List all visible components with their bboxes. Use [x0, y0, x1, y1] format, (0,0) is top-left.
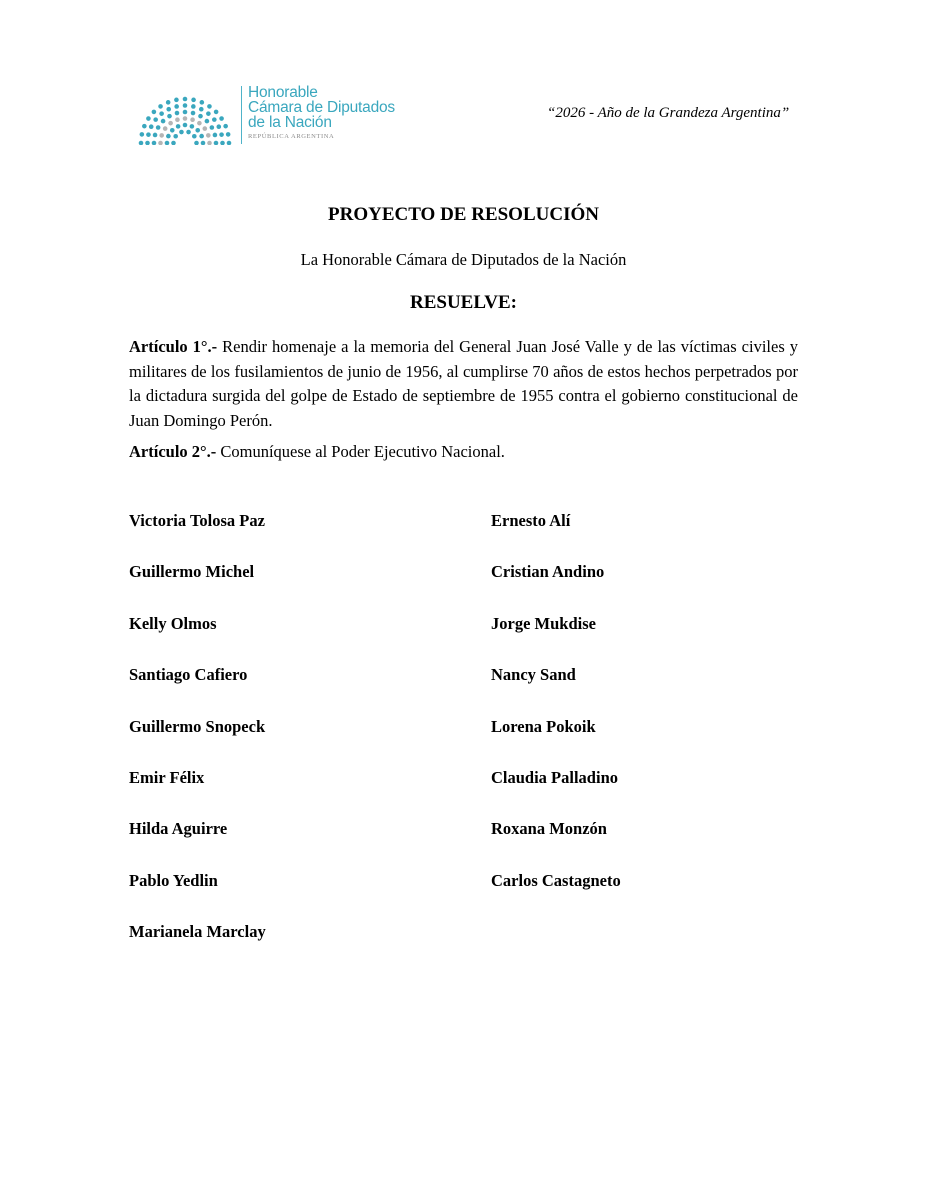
signer-name: Jorge Mukdise [491, 613, 596, 633]
logo-seat-dot [146, 132, 151, 137]
letterhead [0, 0, 927, 170]
signer-name: Santiago Cafiero [129, 665, 248, 685]
year-motto: “2026 - Año de la Grandeza Argentina” [547, 105, 790, 121]
logo-seat-dot [219, 132, 224, 137]
signer-name: Pablo Yedlin [129, 870, 218, 890]
signers-left-column [129, 510, 409, 973]
logo-seat-dot [168, 121, 173, 126]
logo-seat-dot [167, 114, 172, 119]
logo-seat-dot [216, 124, 221, 129]
article-2-text: Comuníquese al Poder Ejecutivo Nacional. [216, 442, 505, 461]
logo-seat-dot [161, 119, 166, 124]
signer-name: Roxana Monzón [491, 819, 607, 839]
logo-seat-dot [219, 116, 224, 121]
logo-seat-dot [194, 141, 199, 145]
signer-name: Ernesto Alí [491, 511, 571, 530]
logo-seat-dot [207, 141, 212, 145]
signer-name: Guillermo Michel [129, 562, 255, 582]
logo-seat-dot [199, 134, 204, 139]
signer-name: Carlos Castagneto [491, 870, 621, 890]
signer-name: Nancy Sand [491, 665, 576, 685]
logo-seat-dot [156, 125, 161, 130]
logo-seat-dot [198, 114, 203, 119]
logo-seat-dot [226, 132, 231, 137]
logo-seat-dot [191, 111, 196, 116]
logo-seat-dot [175, 111, 180, 116]
chamber-name: La Honorable Cámara de Diputados de la Nación [300, 250, 627, 269]
logo-seat-dot [190, 124, 195, 129]
signer-name: Kelly Olmos [129, 613, 217, 633]
article-1-text: Rendir homenaje a la memoria del General Juan José Valle y de las víctimas civiles y militares de los fusilamientos de junio de 1956, al cumplirse 70 años de estos hechos perpetrados por la dictadura surgida del golpe de Estado de septiembre de 1955 contra el gobierno constitucional de Juan Domingo Perón. [129, 337, 798, 430]
logo-seat-dot [201, 141, 206, 145]
logo-seat-dot [190, 117, 195, 122]
signer-name: Hilda Aguirre [129, 819, 228, 839]
logo-divider [241, 86, 242, 144]
article-1 [129, 335, 798, 433]
signer-name: Claudia Palladino [491, 767, 618, 787]
logo-seat-dot [153, 117, 158, 122]
logo-seat-dot [212, 117, 217, 122]
logo-seat-dot [171, 141, 176, 145]
logo-seat-dot [174, 104, 179, 109]
signers-right-column [491, 510, 771, 921]
article-2 [129, 440, 798, 465]
logo-seat-dot [166, 107, 171, 112]
logo-seat-dot [176, 124, 181, 129]
logo-seat-dot [210, 125, 215, 130]
logo-seat-dot [166, 134, 171, 139]
logo-line-1: Honorable [248, 84, 318, 101]
logo-seat-dot [183, 110, 188, 115]
signer-name: Marianela Marclay [129, 922, 266, 942]
logo-seat-dot [159, 111, 164, 116]
logo-seat-dot [214, 141, 219, 145]
logo-seat-dot [145, 141, 150, 145]
logo-seat-dot [170, 128, 175, 133]
logo-subtitle: REPÚBLICA ARGENTINA [248, 133, 335, 140]
logo-seat-dot [183, 116, 188, 121]
signer-name: Emir Félix [129, 767, 205, 787]
logo-seat-dot [152, 141, 157, 145]
logo-seat-dot [183, 103, 188, 108]
article-1-label: Artículo 1°.- [129, 337, 218, 356]
document-title: PROYECTO DE RESOLUCIÓN [328, 204, 599, 225]
signer-name: Lorena Pokoik [491, 716, 596, 736]
logo-seat-dot [191, 98, 196, 103]
logo-seat-dot [191, 104, 196, 109]
logo-seat-dot [206, 111, 211, 116]
logo-line-3: de la Nación [248, 114, 332, 131]
logo-seat-dot [152, 110, 157, 115]
logo-seat-dot [174, 98, 179, 103]
logo-seat-dot [175, 117, 180, 122]
logo-seat-dot [207, 104, 212, 109]
logo-seat-dot [179, 130, 184, 135]
logo-seat-dot [213, 133, 218, 138]
logo-seat-dot [205, 119, 210, 124]
logo-seat-dot [220, 141, 225, 145]
logo-seat-dot [183, 123, 188, 128]
logo-seat-dot [183, 97, 188, 102]
logo-seat-dot [158, 141, 163, 145]
logo-seat-dot [149, 124, 154, 129]
article-2-label: Artículo 2°.- [129, 442, 217, 461]
logo-seat-dot [186, 130, 191, 135]
logo-seat-dot [199, 107, 204, 112]
logo-seat-dot [142, 124, 147, 129]
logo-seat-dot [165, 141, 170, 145]
logo-seat-dot [227, 141, 232, 145]
logo-seat-dot [223, 124, 228, 129]
logo-seat-dot [159, 133, 164, 138]
signer-name: Guillermo Snopeck [129, 716, 266, 736]
logo-seat-dot [200, 100, 205, 105]
logo-seat-dot [153, 133, 158, 138]
logo-seat-dot [139, 141, 144, 145]
logo-seat-dot [163, 126, 168, 131]
resolves-heading: RESUELVE: [409, 292, 517, 313]
logo-seat-dot [203, 126, 208, 131]
logo-line-2: Cámara de Diputados [248, 99, 395, 116]
logo-seat-dot [192, 134, 197, 139]
chamber-logo-text [248, 85, 395, 140]
logo-seat-dot [166, 100, 171, 105]
signer-name: Cristian Andino [491, 562, 605, 582]
logo-seat-dot [197, 121, 202, 126]
logo-seat-dot [140, 132, 145, 137]
signer-name: Victoria Tolosa Paz [129, 511, 265, 530]
logo-seat-dot [173, 134, 178, 139]
logo-seat-dot [214, 110, 219, 115]
chamber-seats-logo-icon [137, 83, 233, 145]
logo-seat-dot [195, 128, 200, 133]
logo-seat-dot [206, 133, 211, 138]
logo-seat-dot [146, 116, 151, 121]
logo-seat-dot [158, 104, 163, 109]
